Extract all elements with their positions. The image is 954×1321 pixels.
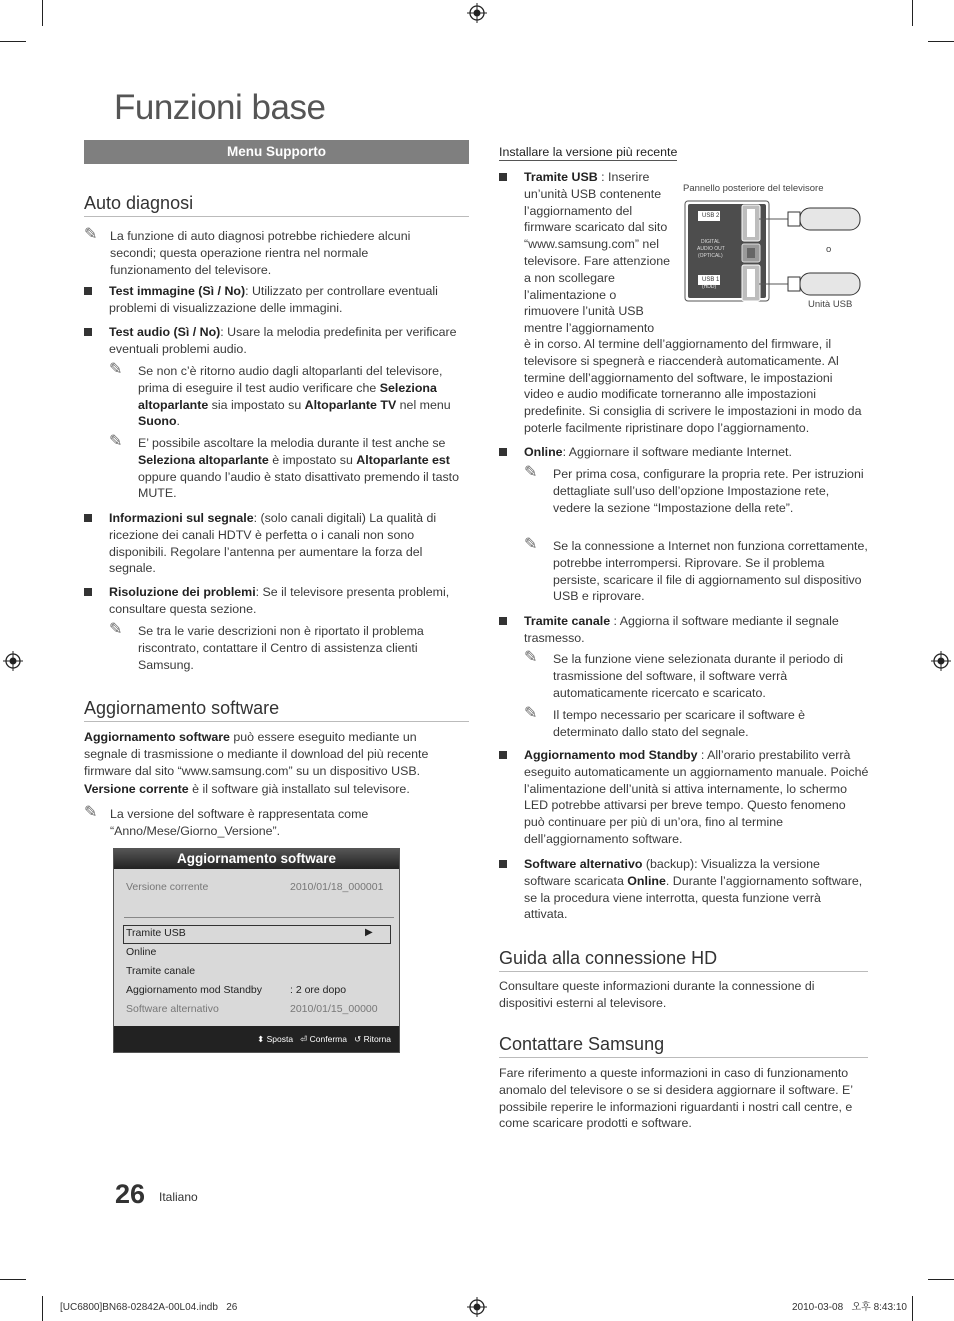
return-icon: ↺ — [354, 1034, 362, 1044]
osd-software-update-menu — [113, 848, 400, 1053]
install-heading: Installare la versione più recente — [499, 145, 678, 159]
note-audio-1: ✎ Se non c’è ritorno audio dagli altoparlanti del televisore, prima di eseguire il test audio verificare che Seleziona altoparlante sia impostato su Altoparlante TV nel menu Suono. — [109, 361, 451, 429]
note-icon: ✎ — [524, 649, 538, 666]
crop-mark — [912, 0, 913, 26]
osd-title: Aggiornamento software — [114, 849, 399, 869]
page-language: Italiano — [159, 1190, 198, 1204]
note-icon: ✎ — [109, 361, 123, 378]
page-title: Funzioni base — [114, 88, 326, 127]
heading-guida-hd: Guida alla connessione HD — [499, 947, 868, 972]
bullet-square-icon — [499, 173, 507, 181]
bullet-square-icon — [84, 328, 92, 336]
osd-alt-value: 2010/01/15_00000 — [290, 1003, 378, 1015]
note-audio-2: ✎ E’ possibile ascoltare la melodia durante il test anche se Seleziona altoparlante è impostato su Altoparlante est oppure quando l’audio è stato disattivato premendo il tasto MUTE. — [109, 433, 459, 501]
enter-icon: ⏎ — [300, 1034, 308, 1044]
osd-footer — [114, 1026, 399, 1052]
figure-usb-unit-label: Unità USB — [808, 299, 853, 310]
bullet-online: Online: Aggiornare il software mediante Internet. — [499, 444, 869, 461]
osd-item-tramite-usb[interactable]: Tramite USB — [126, 927, 186, 939]
figure-or-label: o — [826, 244, 832, 255]
digital-audio-label-1: DIGITAL — [701, 239, 721, 245]
note-online-2: ✎ Se la connessione a Internet non funziona correttamente, potrebbe interrompersi. Riprovare. Se il problema persiste, scaricare il file di aggiornamento sul dispositivo USB e riprovare. — [524, 536, 868, 604]
note-versione: ✎ La versione del software è rappresentata come “Anno/Mese/Giorno_Versione”. — [84, 804, 369, 838]
bullet-test-audio: Test audio (Sì / No): Usare la melodia predefinita per verificare eventuali problemi audio. — [84, 324, 469, 358]
osd-foot-confirm: Conferma — [309, 1034, 347, 1044]
paragraph-versione-corrente: Versione corrente è il software già installato sul televisore. — [84, 782, 410, 796]
digital-audio-label-2: AUDIO OUT — [697, 246, 725, 252]
crop-mark — [912, 1296, 913, 1321]
bullet-tramite-canale: Tramite canale : Aggiorna il software mediante il segnale trasmesso. — [499, 613, 869, 647]
section-header: Menu Supporto — [84, 140, 469, 164]
crop-mark — [0, 41, 26, 42]
note-icon: ✎ — [84, 226, 98, 243]
note-icon: ✎ — [109, 433, 123, 450]
osd-foot-move: Sposta — [266, 1034, 294, 1044]
bullet-square-icon — [84, 588, 92, 596]
bullet-square-icon — [499, 860, 507, 868]
crop-mark — [928, 41, 954, 42]
osd-item-software-alternativo: Software alternativo — [126, 1003, 219, 1015]
note-online-1: ✎ Per prima cosa, configurare la propria rete. Per istruzioni dettagliate sull’uso dell’opzione Impostazione rete, vedere la sezione “Impostazione della rete”. — [524, 464, 864, 515]
registration-mark-icon — [467, 3, 487, 23]
heading-contattare-samsung: Contattare Samsung — [499, 1033, 868, 1058]
osd-item-standby[interactable]: Aggiornamento mod Standby — [126, 984, 263, 996]
bullet-square-icon — [499, 448, 507, 456]
note-canale-1: ✎ Se la funzione viene selezionata durante il periodo di trasmissione del software, il software verrà automaticamente ricercato e scaricato. — [524, 649, 844, 700]
digital-audio-label-3: (OPTICAL) — [698, 253, 723, 259]
note-canale-2: ✎ Il tempo necessario per scaricare il software è determinato dallo stato del segnale. — [524, 705, 806, 739]
note-icon: ✎ — [524, 464, 538, 481]
port-label-usb2: USB 2 — [702, 213, 720, 219]
osd-standby-value: : 2 ore dopo — [290, 984, 347, 996]
usb-text-continued: è in corso. Al termine dell’aggiornamento del firmware, il televisore si spegnerà e riaccenderà automaticamente. Al termine dell’aggiornamento del software, le impostazioni video e audio modificate torneranno alle impostazioni predefinite. Si consiglia di scrivere le impostazioni in modo da poterle facilmente ripristinare dopo l’aggiornamento. — [524, 337, 862, 435]
figure-panel-label: Pannello posteriore del televisore — [683, 183, 824, 194]
note-risoluzione: ✎ Se tra le varie descrizioni non è riportato il problema riscontrato, contattare il Centro di assistenza clienti Samsung. — [109, 621, 424, 672]
crop-mark — [928, 1279, 954, 1280]
bullet-square-icon — [84, 287, 92, 295]
registration-mark-icon — [3, 651, 23, 671]
heading-aggiornamento-software: Aggiornamento software — [84, 697, 469, 722]
note-icon: ✎ — [524, 536, 538, 553]
osd-version-label: Versione corrente — [126, 881, 209, 893]
osd-foot-return: Ritorna — [363, 1034, 391, 1044]
registration-mark-icon — [467, 1297, 487, 1317]
bullet-software-alternativo: Software alternativo (backup): Visualizza la versione software scaricata Online. Durante l’aggiornamento software, se la procedura viene interrotta, questa funzione verrà attivata. — [499, 856, 864, 923]
page-number: 26 — [115, 1179, 146, 1209]
paragraph-guida-hd: Consultare queste informazioni durante la connessione di dispositivi esterni al televisore. — [499, 979, 815, 1010]
osd-version-value: 2010/01/18_000001 — [290, 881, 384, 893]
note-icon: ✎ — [84, 804, 98, 821]
port-label-usb1: USB 1 — [702, 277, 720, 283]
crop-mark — [42, 0, 43, 26]
paragraph-contattare-samsung: Fare riferimento a queste informazioni in caso di funzionamento anomalo del televisore o se si desidera aggiornare il software. E’ possibile reperire le informazioni riguardanti i nostri call centre, e come scaricare prodotti e software. — [499, 1066, 853, 1131]
osd-item-online[interactable]: Online — [126, 946, 157, 958]
osd-item-tramite-canale[interactable]: Tramite canale — [126, 965, 196, 977]
arrow-right-icon: ▶ — [365, 927, 373, 938]
crop-mark — [0, 1279, 26, 1280]
move-icon: ⬍ — [257, 1034, 265, 1044]
bullet-square-icon — [499, 751, 507, 759]
paragraph-aggiornamento: Aggiornamento software può essere eseguito mediante un segnale di trasmissione o mediante il download del più recente firmware dal sito “www.samsung.com” su un dispositivo USB. — [84, 730, 429, 778]
bullet-square-icon — [84, 514, 92, 522]
bullet-standby: Aggiornamento mod Standby : All’orario prestabilito verrà eseguito automaticamente un aggiornamento manuale. Poiché l’alimentazione dell’unità si attiva internamente, lo schermo LED potrebbe attivarsi per breve tempo. Questo fenomeno può continuare per più di un’ora, fino al termine dell’aggiornamento software. — [499, 747, 869, 848]
registration-mark-icon — [931, 651, 951, 671]
note-auto-diagnosi: ✎ La funzione di auto diagnosi potrebbe richiedere alcuni secondi; questa operazione rientra nel normale funzionamento del televisore. — [84, 226, 411, 277]
footer-file: [UC6800]BN68-02842A-00L04.indb 26 — [60, 1302, 238, 1313]
bullet-square-icon — [499, 617, 507, 625]
bullet-informazioni-segnale: Informazioni sul segnale: (solo canali digitali) La qualità di ricezione dei canali HDTV è perfetta o i canali non sono disponibili. Regolare l’antenna per aumentare la forza del segnale. — [84, 510, 439, 577]
footer-date: 2010-03-08 오후 8:43:10 — [792, 1302, 907, 1313]
bullet-test-immagine: Test immagine (Sì / No): Utilizzato per controllare eventuali problemi di visualizzazione delle immagini. — [84, 283, 469, 317]
heading-auto-diagnosi: Auto diagnosi — [84, 192, 469, 217]
bullet-risoluzione-problemi: Risoluzione dei problemi: Se il televisore presenta problemi, consultare questa sezione. — [84, 584, 469, 618]
note-icon: ✎ — [524, 705, 538, 722]
crop-mark — [42, 1296, 43, 1321]
port-label-hdd: (HDD) — [702, 284, 717, 290]
osd-divider — [124, 917, 394, 918]
note-icon: ✎ — [109, 621, 123, 638]
bullet-tramite-usb: Tramite USB : Inserire un’unità USB contenente l’aggiornamento del firmware scaricato dal sito “www.samsung.com” nel televisore. Fare attenzione a non scollegare l’alimentazione o rimuovere l’unità USB mentre l’aggiornamento — [499, 169, 674, 337]
